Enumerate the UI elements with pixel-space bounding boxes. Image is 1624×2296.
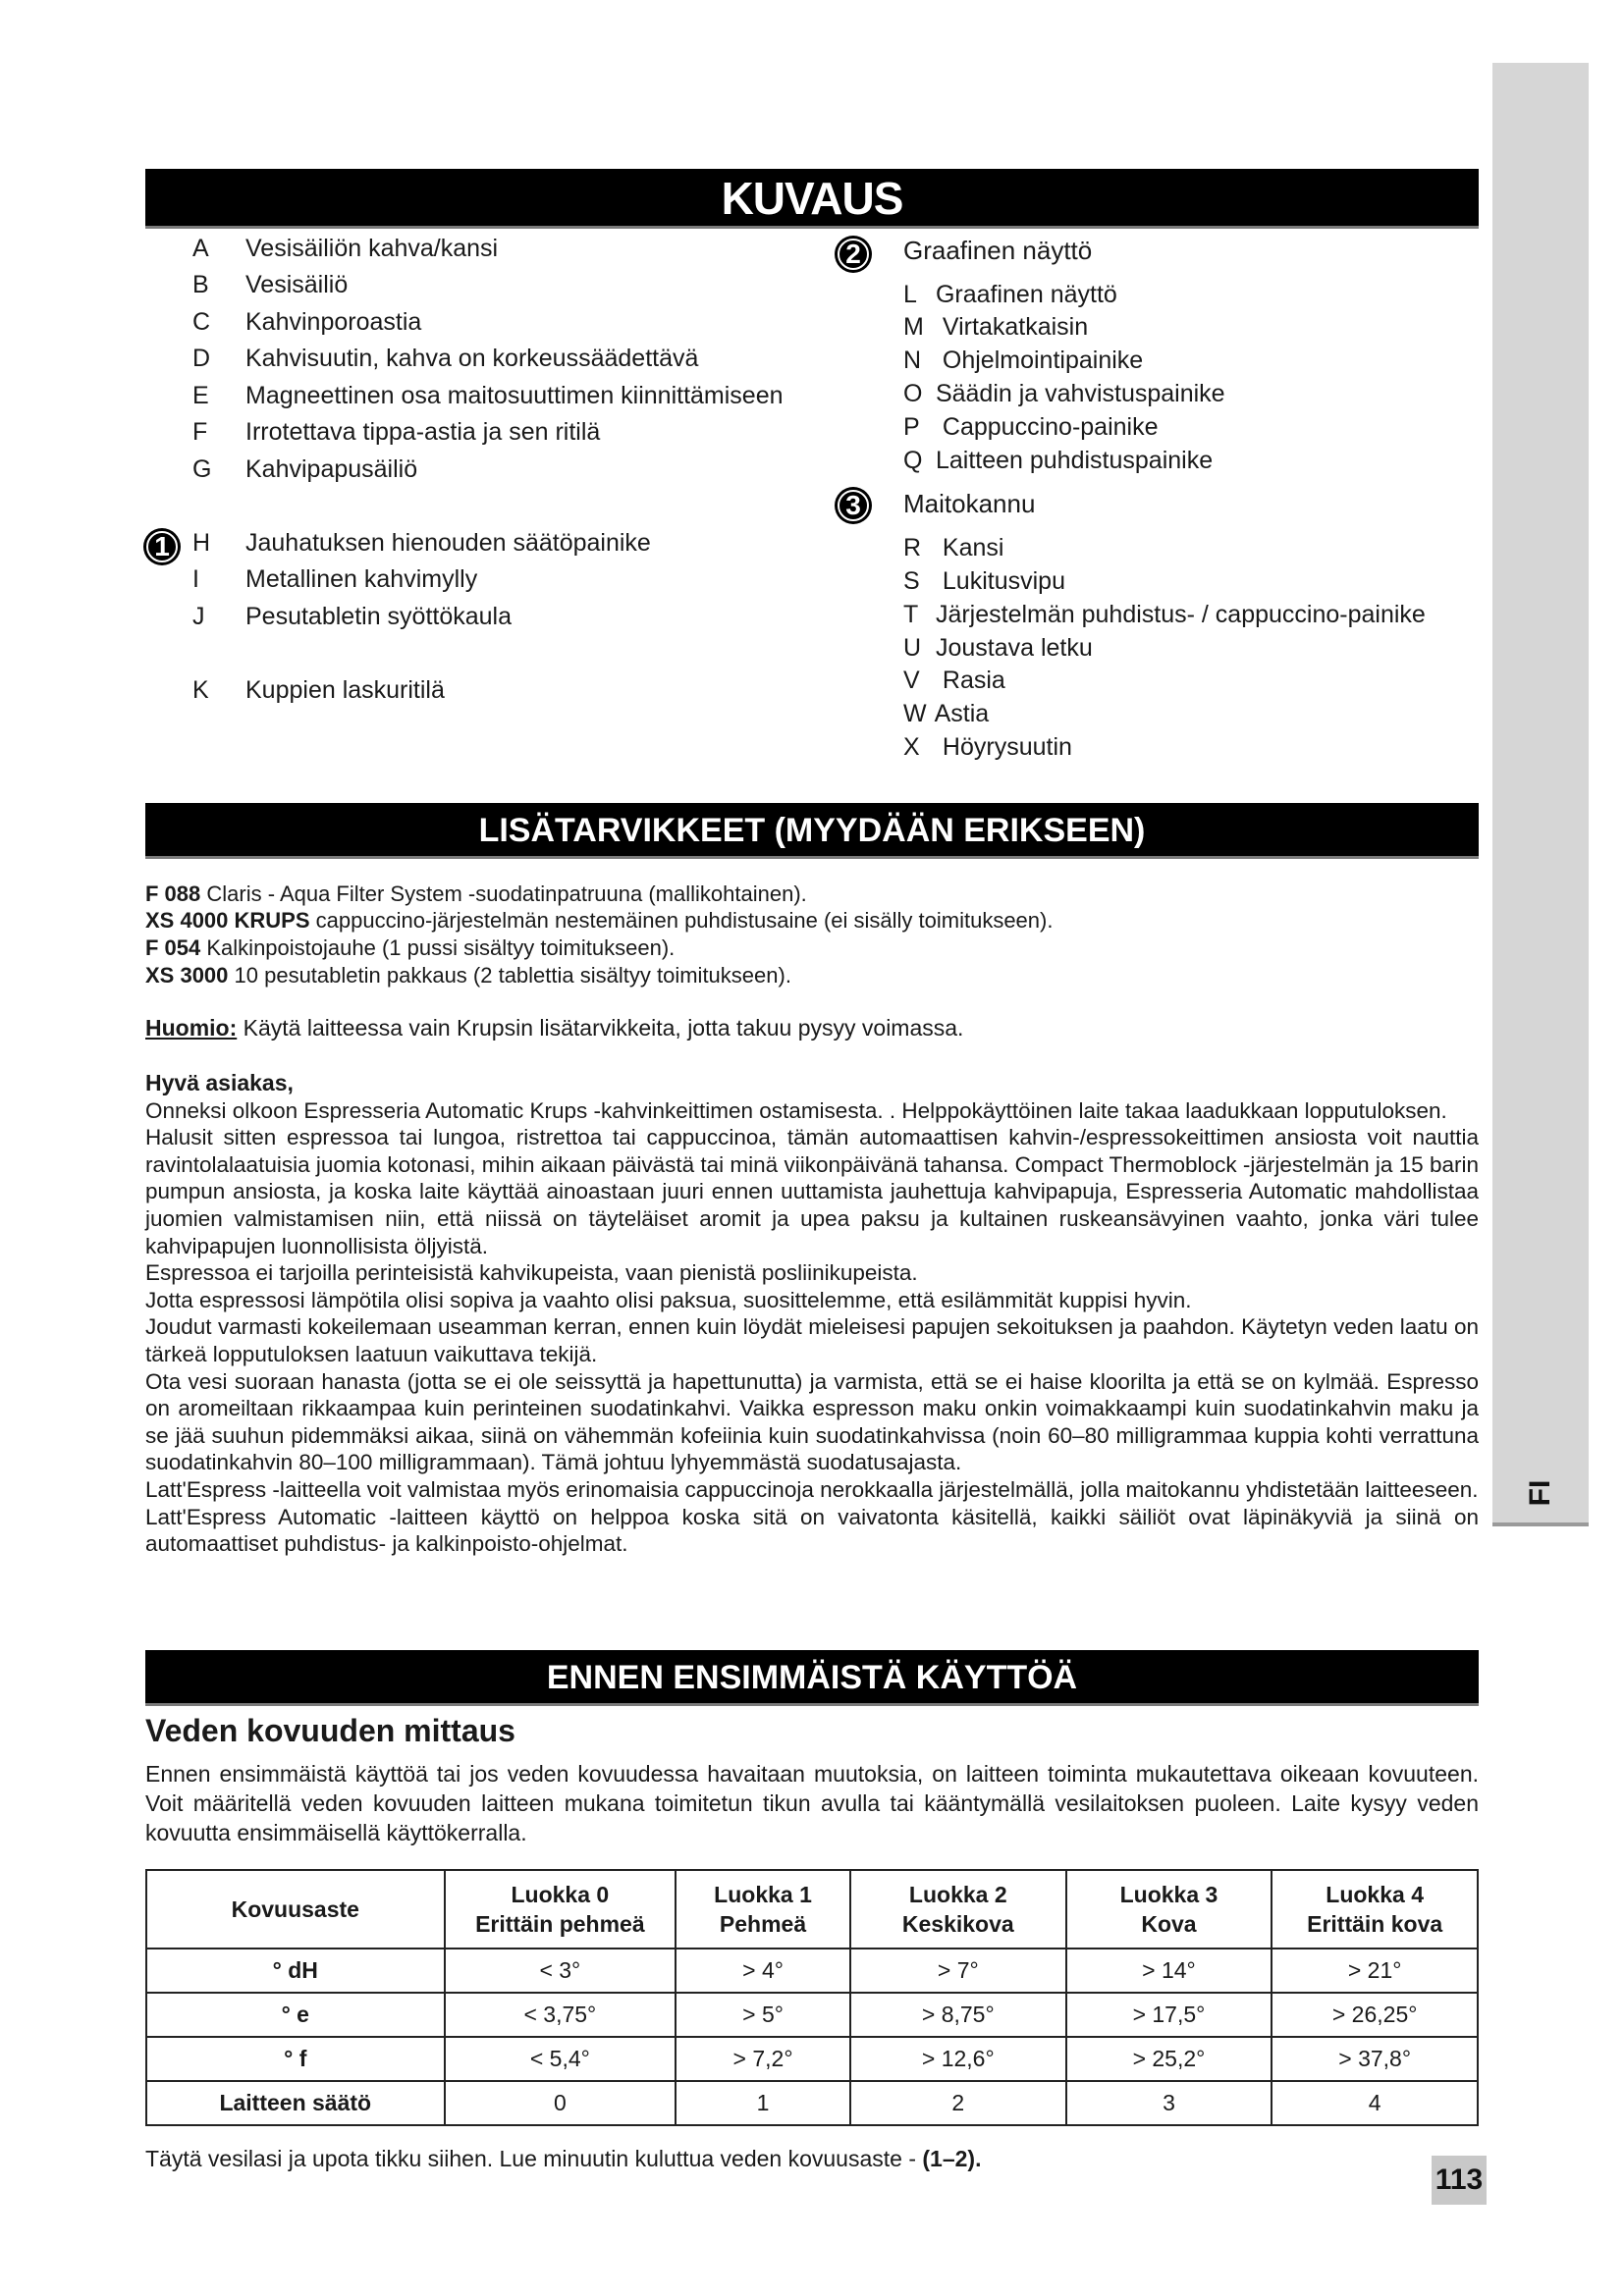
list-item: C Kahvinporoastia — [192, 308, 422, 336]
accessory-line: XS 4000 KRUPS cappuccino-järjestelmän nestemäinen puhdistusaine (ei sisälly toimitukseen). — [145, 908, 1054, 933]
row-header: Laitteen säätö — [146, 2081, 445, 2125]
table-row — [146, 2081, 1478, 2125]
list-item: X Höyrysuutin — [903, 733, 1072, 761]
paragraph: Latt'Espress -laitteella voit valmistaa myös erinomaisia cappuccinoja nerokkaalla järjestelmällä, jolla maitokannu yhdistetään laitteeseen. — [145, 1476, 1479, 1502]
water-hardness-heading: Veden kovuuden mittaus — [145, 1713, 515, 1748]
list-item: T Järjestelmän puhdistus- / cappuccino-painike — [903, 601, 1426, 628]
list-item: D Kahvisuutin, kahva on korkeussäädettävä — [192, 345, 699, 372]
paragraph: Jotta espressosi lämpötila olisi sopiva ja vaahto olisi paksua, suosittelemme, että esilämmität kuppisi hyvin. — [145, 1287, 1192, 1312]
paragraph: Latt'Espress Automatic -laitteen käyttö on helppoa koska sitä on vaivatonta käsitellä, kaikki säiliöt ovat läpinäkyviä ja siinä on automaattiset puhdistus- ja kalkinpoisto-ohjelmat. — [145, 1504, 1479, 1557]
row-header: ° e — [146, 1993, 445, 2037]
group-heading-display: Graafinen näyttö — [903, 236, 1093, 265]
list-item: R Kansi — [903, 534, 1004, 561]
language-code: FI — [1524, 1479, 1556, 1507]
list-item: Q Laitteen puhdistuspainike — [903, 447, 1214, 474]
row-header: ° dH — [146, 1949, 445, 1993]
table-cell: > 8,75° — [850, 1993, 1066, 2037]
table-cell: > 7° — [850, 1949, 1066, 1993]
section-bar-accessories: LISÄTARVIKKEET (MYYDÄÄN ERIKSEEN) — [145, 803, 1479, 859]
table-header-row — [146, 1870, 1478, 1949]
table-cell: > 17,5° — [1066, 1993, 1272, 2037]
section-number-badge: 3 — [835, 487, 872, 524]
paragraph: Onneksi olkoon Espresseria Automatic Krups -kahvinkeittimen ostamisesta. . Helppokäyttöinen laite takaa laadukkaan lopputuloksen. — [145, 1097, 1447, 1123]
section-bar-before-first-use: ENNEN ENSIMMÄISTÄ KÄYTTÖÄ — [145, 1650, 1479, 1706]
section-number-badge: 1 — [143, 528, 181, 565]
list-item: O Säädin ja vahvistuspainike — [903, 380, 1225, 407]
table-cell: 3 — [1066, 2081, 1272, 2125]
section-number-badge: 2 — [835, 236, 872, 273]
list-item: B Vesisäiliö — [192, 271, 349, 298]
list-item: J Pesutabletin syöttökaula — [192, 603, 513, 630]
table-cell: 4 — [1272, 2081, 1478, 2125]
column-header: Luokka 0 Erittäin pehmeä — [445, 1870, 677, 1949]
list-item: V Rasia — [903, 667, 1005, 694]
test-instruction: Täytä vesilasi ja upota tikku siihen. Lue minuutin kuluttua veden kovuusaste - (1–2). — [145, 2146, 982, 2171]
group-heading-milk: Maitokannu — [903, 489, 1036, 518]
table-cell: > 26,25° — [1272, 1993, 1478, 2037]
table-cell: < 3° — [445, 1949, 677, 1993]
table-cell: > 12,6° — [850, 2037, 1066, 2081]
table-cell: 2 — [850, 2081, 1066, 2125]
water-hardness-table — [145, 1869, 1479, 2126]
list-item: E Magneettinen osa maitosuuttimen kiinnittämiseen — [192, 382, 784, 409]
list-item: S Lukitusvipu — [903, 567, 1065, 595]
list-item: H Jauhatuksen hienouden säätöpainike — [192, 529, 651, 557]
table-cell: > 25,2° — [1066, 2037, 1272, 2081]
list-item: A Vesisäiliön kahva/kansi — [192, 235, 499, 262]
page-number: 113 — [1432, 2156, 1487, 2205]
table-corner-header: Kovuusaste — [146, 1870, 445, 1949]
paragraph: Espressoa ei tarjoilla perinteisistä kahvikupeista, vaan pienistä posliinikupeista. — [145, 1260, 918, 1286]
table-row — [146, 2037, 1478, 2081]
table-cell: > 21° — [1272, 1949, 1478, 1993]
list-item: N Ohjelmointipainike — [903, 347, 1144, 374]
list-item: F Irrotettava tippa-astia ja sen ritilä — [192, 418, 601, 446]
section-bar-kuvaus: KUVAUS — [145, 169, 1479, 229]
table-cell: > 4° — [676, 1949, 850, 1993]
column-header: Luokka 2 Keskikova — [850, 1870, 1066, 1949]
accessory-line: F 054 Kalkinpoistojauhe (1 pussi sisältyy toimitukseen). — [145, 935, 676, 960]
intro-text — [145, 1070, 1479, 1558]
column-header: Luokka 4 Erittäin kova — [1272, 1870, 1478, 1949]
note: Huomio: Käytä laitteessa vain Krupsin lisätarvikkeita, jotta takuu pysyy voimassa. — [145, 1015, 964, 1041]
paragraph: Ota vesi suoraan hanasta (jotta se ei ole seissyttä ja hapettunutta) ja varmista, että se ei haise kloorilta ja että se on kylmää. Espresso on aromeiltaan rikkaampaa kuin perinteinen suodatinkahvi. Vaikka espresson maku onkin voimakkaampi kuin suodatinkahvin maku ja se jää suuhun pidemmäksi aikaa, siinä on vähemmän kofeiinia kuin suodatinkahvissa (noin 60–80 milligrammaa kuppia kohti verrattuna suodatinkahvin 80–100 milligrammaan). Tämä johtuu lyhyemmästä suodatusajasta. — [145, 1368, 1479, 1475]
list-item: P Cappuccino-painike — [903, 413, 1159, 441]
greeting: Hyvä asiakas, — [145, 1070, 294, 1095]
list-item: W Astia — [903, 700, 990, 727]
language-side-tab — [1492, 63, 1589, 1526]
table-cell: < 3,75° — [445, 1993, 677, 2037]
list-item: K Kuppien laskuritilä — [192, 676, 445, 704]
table-cell: > 37,8° — [1272, 2037, 1478, 2081]
table-cell: > 5° — [676, 1993, 850, 2037]
accessory-line: XS 3000 10 pesutabletin pakkaus (2 tablettia sisältyy toimitukseen). — [145, 963, 791, 988]
table-cell: 0 — [445, 2081, 677, 2125]
list-item: L Graafinen näyttö — [903, 281, 1117, 308]
list-item: G Kahvipapusäiliö — [192, 455, 418, 483]
table-row — [146, 1949, 1478, 1993]
row-header: ° f — [146, 2037, 445, 2081]
table-cell: > 14° — [1066, 1949, 1272, 1993]
table-cell: 1 — [676, 2081, 850, 2125]
column-header: Luokka 3 Kova — [1066, 1870, 1272, 1949]
table-cell: < 5,4° — [445, 2037, 677, 2081]
list-item: I Metallinen kahvimylly — [192, 565, 478, 593]
column-header: Luokka 1 Pehmeä — [676, 1870, 850, 1949]
list-item: M Virtakatkaisin — [903, 313, 1089, 341]
water-hardness-intro: Ennen ensimmäistä käyttöä tai jos veden kovuudessa havaitaan muutoksia, on laitteen toiminta mukautettava oikeaan kovuuteen. Voit määritellä veden kovuuden laitteen mukana toimitetun tikun avulla tai kääntymällä vesilaitoksen puoleen. Laite kysyy veden kovuutta ensimmäisellä käyttökerralla. — [145, 1761, 1479, 1845]
accessory-line: F 088 Claris - Aqua Filter System -suodatinpatruuna (mallikohtainen). — [145, 881, 807, 906]
list-item: U Joustava letku — [903, 634, 1093, 662]
table-row — [146, 1993, 1478, 2037]
paragraph: Halusit sitten espressoa tai lungoa, ristrettoa tai cappuccinoa, tämän automaattisen kahvin-/espressokeittimen ansiosta voit nauttia ravintolalaatuisia juomia kotonasi, mihin aikaan päivästä tai minä viikonpäivänä tahansa. Compact Thermoblock -järjestelmän ja 15 barin pumpun ansiosta, ja koska laite käyttää ainoastaan juuri ennen uuttamista jauhettuja kahvipapuja, Espresseria Automatic mahdollistaa juomien valmistamisen niin, että niissä on täyteläiset aromit ja upea paksu ja kultainen ruskeansävyinen vaahto, jonka väri tulee kahvipapujen luonnollisista öljyistä. — [145, 1125, 1479, 1258]
paragraph: Joudut varmasti kokeilemaan useamman kerran, ennen kuin löydät mieleisesi papujen sekoituksen ja paahdon. Käytetyn veden laatu on tärkeä lopputuloksen laatuun vaikuttava tekijä. — [145, 1314, 1479, 1366]
table-cell: > 7,2° — [676, 2037, 850, 2081]
